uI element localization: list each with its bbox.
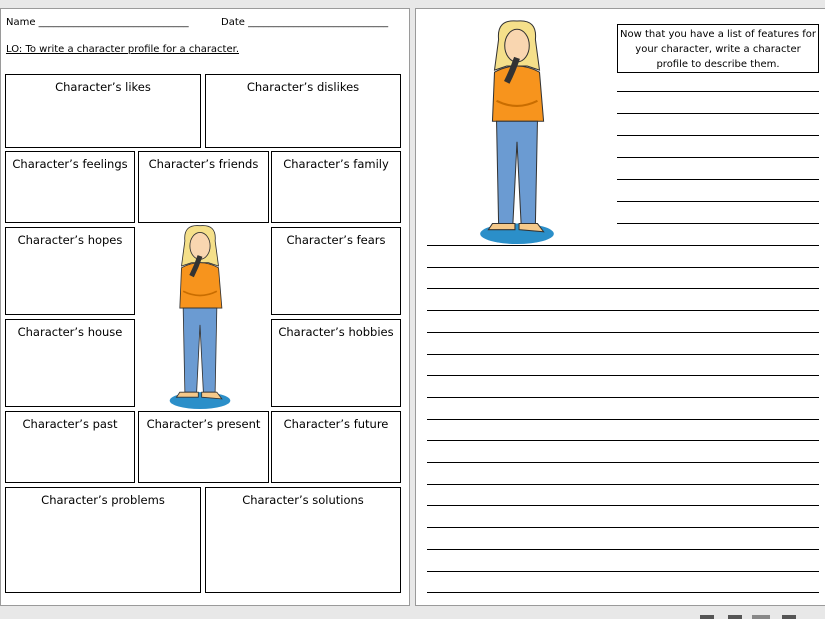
box-family: Character’s family — [271, 151, 401, 223]
instruction-box: Now that you have a list of features for your character, write a character profile to describe them. — [617, 24, 819, 73]
box-future: Character’s future — [271, 411, 401, 483]
name-field: Name ______________________________ — [6, 17, 189, 28]
continuous-view-icon[interactable] — [728, 615, 742, 619]
writing-line — [427, 419, 819, 420]
date-field: Date ____________________________ — [221, 17, 389, 28]
writing-page — [415, 8, 825, 606]
single-page-view-icon[interactable] — [700, 615, 714, 619]
writing-line — [427, 440, 819, 441]
box-problems: Character’s problems — [5, 487, 201, 593]
writing-line — [427, 462, 819, 463]
writing-line — [617, 179, 819, 180]
writing-line — [427, 484, 819, 485]
writing-line — [617, 113, 819, 114]
box-solutions: Character’s solutions — [205, 487, 401, 593]
box-likes: Character’s likes — [5, 74, 201, 148]
writing-line — [427, 245, 819, 246]
box-fears: Character’s fears — [271, 227, 401, 315]
writing-line — [427, 505, 819, 506]
box-hobbies: Character’s hobbies — [271, 319, 401, 407]
writing-line — [617, 157, 819, 158]
writing-line — [427, 354, 819, 355]
writing-line — [427, 527, 819, 528]
writing-line — [427, 397, 819, 398]
worksheet-page — [0, 8, 410, 606]
learning-objective: LO: To write a character profile for a character. — [6, 44, 240, 55]
writing-line — [427, 571, 819, 572]
writing-line — [617, 201, 819, 202]
writing-line — [617, 135, 819, 136]
box-feelings: Character’s feelings — [5, 151, 135, 223]
grid-view-icon[interactable] — [782, 615, 796, 619]
box-dislikes: Character’s dislikes — [205, 74, 401, 148]
character-illustration — [474, 19, 560, 244]
writing-line — [617, 91, 819, 92]
writing-line — [427, 549, 819, 550]
box-hopes: Character’s hopes — [5, 227, 135, 315]
box-house: Character’s house — [5, 319, 135, 407]
writing-line — [617, 223, 819, 224]
writing-line — [427, 288, 819, 289]
writing-line — [427, 592, 819, 593]
character-illustration — [165, 224, 235, 409]
writing-line — [427, 332, 819, 333]
writing-line — [427, 267, 819, 268]
box-past: Character’s past — [5, 411, 135, 483]
box-friends: Character’s friends — [138, 151, 269, 223]
box-present: Character’s present — [138, 411, 269, 483]
two-page-view-icon[interactable] — [752, 615, 770, 619]
writing-line — [427, 310, 819, 311]
writing-line — [427, 375, 819, 376]
